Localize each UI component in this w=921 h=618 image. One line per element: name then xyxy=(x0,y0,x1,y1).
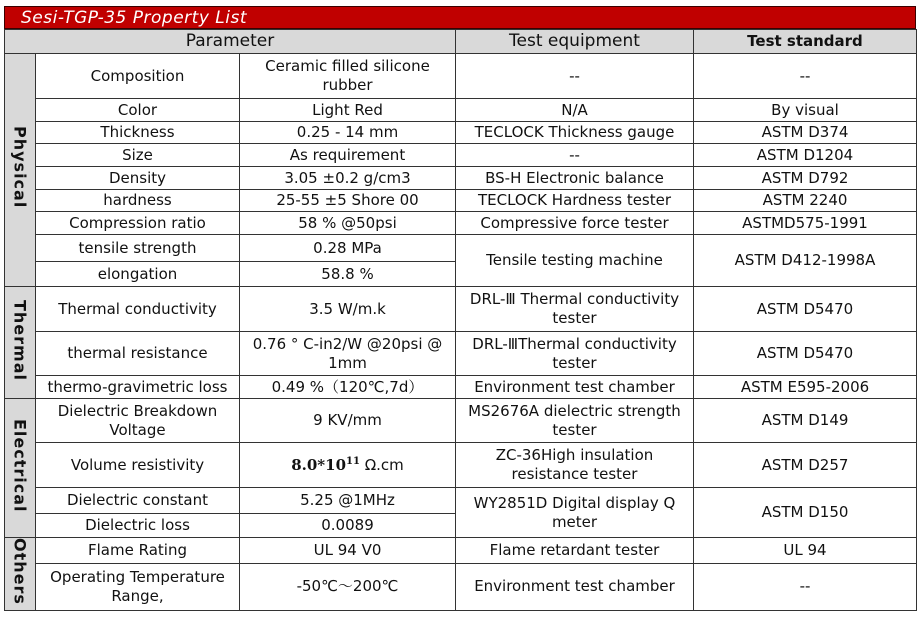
param-standard: ASTM D150 xyxy=(694,488,917,538)
param-value: 58 % @50psi xyxy=(240,212,456,235)
param-name: tensile strength xyxy=(36,235,240,262)
param-value: Ceramic filled silicone rubber xyxy=(240,54,456,99)
table-row xyxy=(5,287,917,332)
table-row xyxy=(5,332,917,376)
param-name: thermo-gravimetric loss xyxy=(36,376,240,399)
param-name: Thermal conductivity xyxy=(36,287,240,332)
param-name: Operating Temperature Range, xyxy=(36,564,240,611)
param-equipment: Flame retardant tester xyxy=(456,538,694,564)
table-row xyxy=(5,376,917,399)
param-equipment: DRL-ⅢThermal conductivity tester xyxy=(456,332,694,376)
table-row xyxy=(5,99,917,122)
param-equipment: Environment test chamber xyxy=(456,376,694,399)
param-name: Color xyxy=(36,99,240,122)
param-standard: ASTM D257 xyxy=(694,443,917,488)
table-row xyxy=(5,122,917,144)
param-value: 25-55 ±5 Shore 00 xyxy=(240,190,456,212)
param-name: thermal resistance xyxy=(36,332,240,376)
param-value: 0.25 - 14 mm xyxy=(240,122,456,144)
param-value: 0.0089 xyxy=(240,514,456,538)
param-name: Thickness xyxy=(36,122,240,144)
property-table xyxy=(4,29,917,611)
param-name: Density xyxy=(36,167,240,190)
category-label: Others xyxy=(10,538,30,605)
table-row xyxy=(5,488,917,514)
table-row xyxy=(5,399,917,443)
param-value: 0.49 %（120℃,7d） xyxy=(240,376,456,399)
sheet-title: Sesi-TGP-35 Property List xyxy=(4,6,916,29)
table-row xyxy=(5,443,917,488)
param-value: UL 94 V0 xyxy=(240,538,456,564)
param-standard: ASTM D5470 xyxy=(694,332,917,376)
param-standard: ASTM D792 xyxy=(694,167,917,190)
param-equipment: -- xyxy=(456,144,694,167)
param-equipment: BS-H Electronic balance xyxy=(456,167,694,190)
param-standard: ASTM E595-2006 xyxy=(694,376,917,399)
param-name: elongation xyxy=(36,262,240,287)
param-value: 9 KV/mm xyxy=(240,399,456,443)
param-value: 0.28 MPa xyxy=(240,235,456,262)
param-value: As requirement xyxy=(240,144,456,167)
param-standard: By visual xyxy=(694,99,917,122)
param-standard: ASTM D374 xyxy=(694,122,917,144)
param-name: hardness xyxy=(36,190,240,212)
category-label: Electrical xyxy=(10,418,30,513)
param-standard: ASTM D5470 xyxy=(694,287,917,332)
property-sheet xyxy=(4,6,916,611)
param-equipment: ZC-36High insulation resistance tester xyxy=(456,443,694,488)
header-equipment: Test equipment xyxy=(456,30,694,54)
param-equipment: TECLOCK Hardness tester xyxy=(456,190,694,212)
param-standard: ASTMD575-1991 xyxy=(694,212,917,235)
param-standard: ASTM D1204 xyxy=(694,144,917,167)
param-value: 0.76 ° C-in2/W @20psi @ 1mm xyxy=(240,332,456,376)
param-standard: ASTM 2240 xyxy=(694,190,917,212)
param-equipment: Environment test chamber xyxy=(456,564,694,611)
param-value: 3.05 ±0.2 g/cm3 xyxy=(240,167,456,190)
param-value: Light Red xyxy=(240,99,456,122)
category-electrical xyxy=(5,399,36,538)
param-name: Dielectric loss xyxy=(36,514,240,538)
param-standard: ASTM D412-1998A xyxy=(694,235,917,287)
resistivity-unit: Ω.cm xyxy=(359,455,404,474)
param-equipment: Compressive force tester xyxy=(456,212,694,235)
param-value: -50℃～200℃ xyxy=(240,564,456,611)
param-equipment: WY2851D Digital display Q meter xyxy=(456,488,694,538)
param-equipment: Tensile testing machine xyxy=(456,235,694,287)
param-standard: -- xyxy=(694,54,917,99)
header-standard: Test standard xyxy=(694,30,917,54)
param-equipment: MS2676A dielectric strength tester xyxy=(456,399,694,443)
table-row xyxy=(5,212,917,235)
param-value: 5.25 @1MHz xyxy=(240,488,456,514)
resistivity-exponent: 11 xyxy=(346,455,360,467)
param-name: Compression ratio xyxy=(36,212,240,235)
category-label: Thermal xyxy=(10,299,30,381)
param-name: Composition xyxy=(36,54,240,99)
param-name: Volume resistivity xyxy=(36,443,240,488)
param-name: Size xyxy=(36,144,240,167)
param-standard: ASTM D149 xyxy=(694,399,917,443)
param-name: Dielectric constant xyxy=(36,488,240,514)
param-equipment: N/A xyxy=(456,99,694,122)
param-standard: -- xyxy=(694,564,917,611)
param-standard: UL 94 xyxy=(694,538,917,564)
table-row xyxy=(5,538,917,564)
table-row xyxy=(5,564,917,611)
param-value: 3.5 W/m.k xyxy=(240,287,456,332)
param-name: Flame Rating xyxy=(36,538,240,564)
table-row xyxy=(5,144,917,167)
category-label: Physical xyxy=(10,126,30,209)
category-thermal xyxy=(5,287,36,399)
resistivity-base: 8.0*10 xyxy=(291,455,347,474)
table-row xyxy=(5,54,917,99)
header-parameter: Parameter xyxy=(5,30,456,54)
param-value xyxy=(240,443,456,488)
table-row xyxy=(5,167,917,190)
param-equipment: -- xyxy=(456,54,694,99)
param-equipment: TECLOCK Thickness gauge xyxy=(456,122,694,144)
param-equipment: DRL-Ⅲ Thermal conductivity tester xyxy=(456,287,694,332)
category-physical xyxy=(5,54,36,287)
category-others xyxy=(5,538,36,611)
header-row xyxy=(5,30,917,54)
param-value: 58.8 % xyxy=(240,262,456,287)
table-row xyxy=(5,190,917,212)
table-row xyxy=(5,235,917,262)
param-name: Dielectric Breakdown Voltage xyxy=(36,399,240,443)
